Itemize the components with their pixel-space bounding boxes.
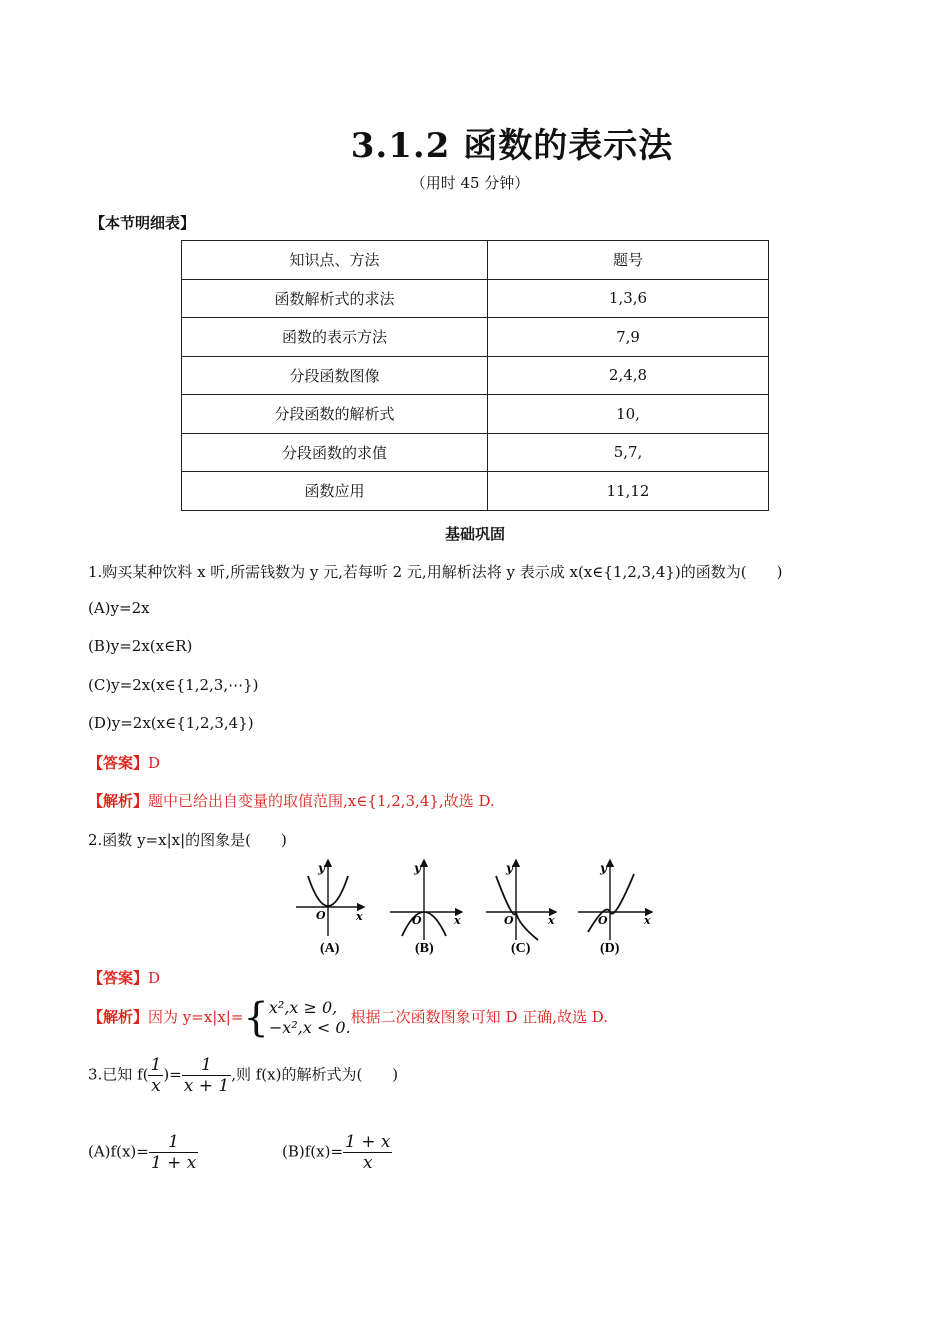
fraction-numerator: 1	[201, 1055, 212, 1075]
table-row	[182, 395, 769, 434]
table-cell: 函数应用	[182, 472, 488, 511]
answer-value: D	[148, 754, 161, 772]
table-cell: 7,9	[488, 318, 769, 357]
q3-option-a	[88, 1132, 198, 1173]
graph-label: (D)	[600, 941, 620, 956]
brace-symbol: {	[243, 995, 269, 1041]
page-title: 3.1.2 函数的表示法	[350, 126, 674, 166]
table-cell: 1,3,6	[488, 279, 769, 318]
section-title: 基础巩固	[444, 525, 505, 543]
axis-y-label: y	[600, 861, 607, 875]
q1-option-a: (A)y=2x	[88, 599, 150, 617]
graph-a	[296, 860, 364, 956]
graph-b	[390, 860, 462, 956]
table-cell: 分段函数的求值	[182, 433, 488, 472]
table-header-row	[182, 241, 769, 280]
table-header-cell: 题号	[488, 241, 769, 280]
table-row	[182, 356, 769, 395]
rhs-fraction	[182, 1055, 231, 1096]
table-cell: 10,	[488, 395, 769, 434]
axis-y-label: y	[414, 861, 421, 875]
axis-x-label: x	[454, 914, 461, 927]
table-cell: 函数解析式的求法	[182, 279, 488, 318]
detail-table-label: 【本节明细表】	[90, 214, 196, 232]
option-b-fraction	[343, 1132, 392, 1173]
table-header-cell: 知识点、方法	[182, 241, 488, 280]
answer-key: 【答案】	[88, 969, 149, 987]
q2-graph-options	[290, 852, 660, 960]
table-cell: 函数的表示方法	[182, 318, 488, 357]
option-b-pre: (B)f(x)=	[282, 1142, 344, 1161]
q1-answer	[88, 752, 160, 773]
q3-stem-mid: )=	[163, 1065, 182, 1084]
table-row	[182, 318, 769, 357]
axis-x-label: x	[644, 914, 651, 927]
q2-analysis	[88, 995, 609, 1041]
fraction-numerator: 1	[168, 1132, 179, 1152]
answer-value: D	[148, 969, 161, 987]
piece-1: x²,x ≥ 0,	[268, 998, 338, 1017]
graph-c	[486, 860, 556, 956]
option-a-pre: (A)f(x)=	[88, 1142, 149, 1161]
analysis-text-pre: 因为 y=x|x|=	[148, 1008, 244, 1026]
table-cell: 2,4,8	[488, 356, 769, 395]
q2-stem: 2.函数 y=x|x|的图象是( )	[88, 831, 287, 849]
option-a-fraction	[149, 1132, 198, 1173]
graph-d	[578, 860, 652, 956]
axis-x-label: x	[356, 910, 363, 923]
fraction-denominator: x	[148, 1075, 163, 1096]
fraction-denominator: 1 + x	[150, 1153, 197, 1173]
q1-option-b: (B)y=2x(x∈R)	[88, 637, 193, 655]
table-cell: 11,12	[488, 472, 769, 511]
axis-x-label: x	[548, 914, 555, 927]
q2-answer	[88, 967, 160, 988]
table-cell: 分段函数的解析式	[182, 395, 488, 434]
piece-2: −x²,x < 0.	[268, 1018, 351, 1037]
graph-label: (B)	[415, 941, 434, 956]
graph-label: (A)	[320, 941, 340, 956]
q1-analysis	[88, 790, 495, 811]
origin-label: O	[504, 914, 514, 927]
table-row	[182, 472, 769, 511]
analysis-text: 题中已给出自变量的取值范围,x∈{1,2,3,4},故选 D.	[148, 792, 495, 810]
q3-stem	[88, 1055, 398, 1096]
fraction-numerator: 1	[150, 1055, 162, 1075]
detail-table	[181, 240, 769, 511]
q1-stem: 1.购买某种饮料 x 听,所需钱数为 y 元,若每听 2 元,用解析法将 y 表示成 x(x∈{1,2,3,4})的函数为( )	[88, 563, 783, 581]
fraction-denominator: x	[343, 1152, 392, 1173]
fraction-numerator: 1 + x	[345, 1132, 391, 1152]
q1-option-c: (C)y=2x(x∈{1,2,3,⋯})	[88, 676, 259, 694]
axis-y-label: y	[318, 861, 325, 875]
q1-option-d: (D)y=2x(x∈{1,2,3,4})	[88, 714, 254, 732]
graph-label: (C)	[511, 941, 531, 956]
q3-option-b	[282, 1132, 392, 1173]
q3-stem-pre: 3.已知 f(	[88, 1065, 149, 1084]
analysis-text-post: 根据二次函数图象可知 D 正确,故选 D.	[350, 1008, 609, 1026]
given-fraction	[148, 1055, 163, 1096]
q3-stem-post: ,则 f(x)的解析式为( )	[231, 1065, 399, 1084]
origin-label: O	[412, 914, 422, 927]
origin-label: O	[316, 909, 326, 922]
analysis-key: 【解析】	[88, 1008, 149, 1026]
fraction-denominator: x + 1	[183, 1076, 230, 1096]
table-cell: 分段函数图像	[182, 356, 488, 395]
analysis-key: 【解析】	[88, 792, 149, 810]
table-row	[182, 279, 769, 318]
time-note: （用时 45 分钟）	[410, 174, 530, 192]
origin-label: O	[598, 914, 608, 927]
answer-key: 【答案】	[88, 754, 149, 772]
table-cell: 5,7,	[488, 433, 769, 472]
axis-y-label: y	[506, 861, 513, 875]
piecewise-definition	[269, 998, 351, 1038]
table-row	[182, 433, 769, 472]
